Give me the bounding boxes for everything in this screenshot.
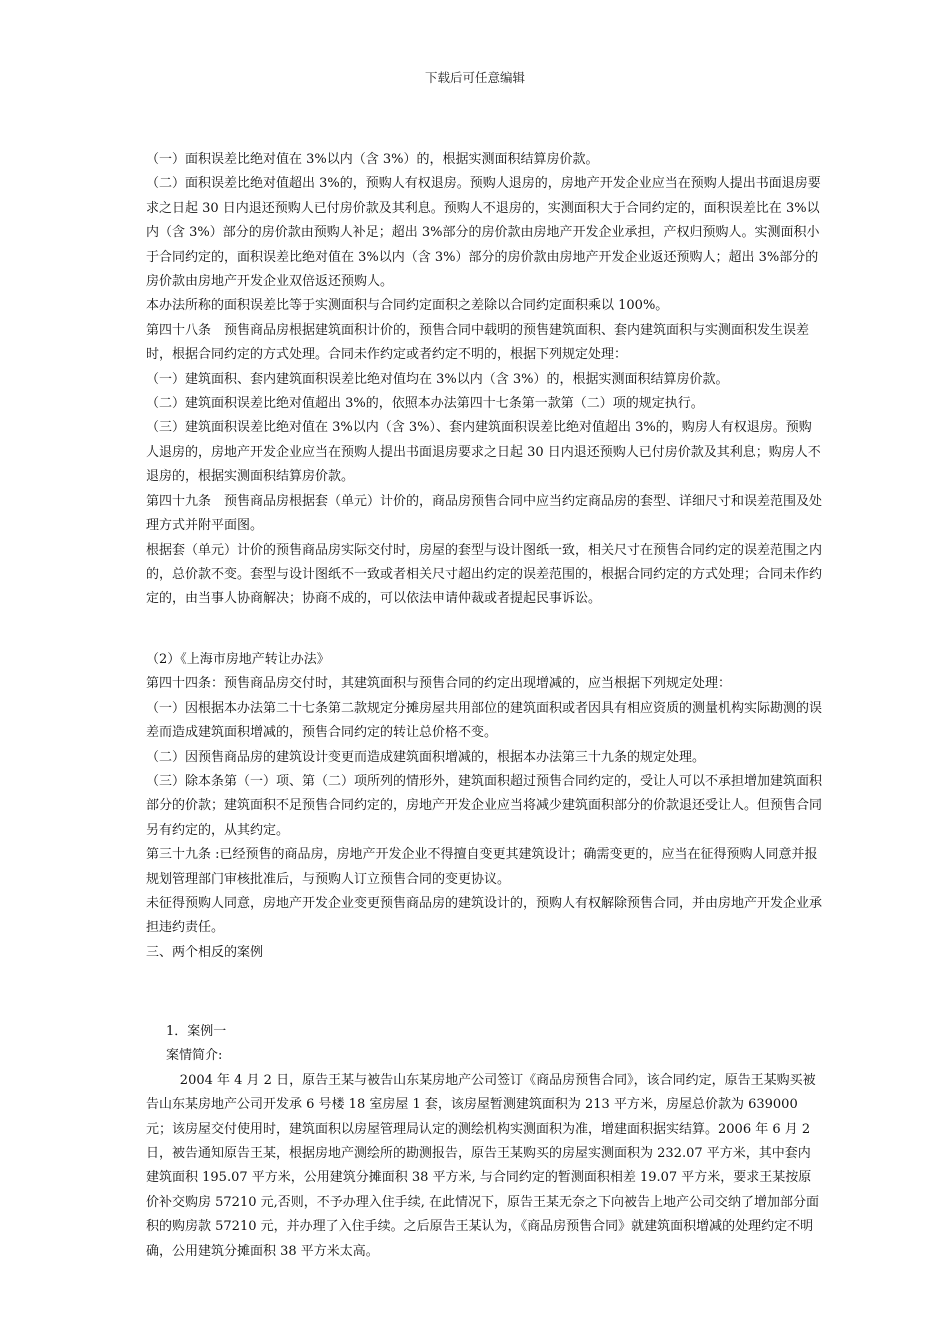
- paragraph: （三）除本条第（一）项、第（二）项所列的情形外，建筑面积超过预售合同约定的，受让人可以不承担增加建筑面积部分的价款；建筑面积不足预售合同约定的，房地产开发企业应当将减少建筑面积部分的价款退还受让人。但预售合同另有约定的，从其约定。: [146, 774, 823, 838]
- paragraph: （一）建筑面积、套内建筑面积误差比绝对值均在 3%以内（含 3%）的，根据实测面积结算房价款。: [146, 371, 729, 387]
- paragraph: （二）建筑面积误差比绝对值超出 3%的，依照本办法第四十七条第一款第（二）项的规定执行。: [146, 396, 704, 412]
- paragraph: 第四十八条 预售商品房根据建筑面积计价的，预售合同中载明的预售建筑面积、套内建筑面积与实测面积发生误差时，根据合同约定的方式处理。合同未作约定或者约定不明的，根据下列规定处理：: [146, 322, 810, 363]
- case-title: 1．案例一: [166, 1024, 227, 1039]
- case-body: 2004 年 4 月 2 日，原告王某与被告山东某房地产公司签订《商品房预售合同》，该合同约定，原告王某购买被告山东某房地产公司开发承 6 号楼 18 室房屋 1 套，该房屋暂测建筑面积为 213 平方米，房屋总价款为 639000 元；该房屋交付使用时，建筑面积以房屋管理局认定的测绘机构实测面积为准，增建面积据实结算。2006 年 6 月 2 日，被告通知原告王某，根据房地产测绘所的勘测报告，原告王某购买的房屋实测面积为 232.07 平方米，其中套内建筑面积 195.07 平方米，公用建筑分摊面积 38 平方米, 与合同约定的暂测面积相差 19.07 平方米，要求王某按原价补交购房 57210 元,否则，不予办理入住手续, 在此情况下，原告王某无奈之下向被告上地产公司交纳了增加部分面积的购房款 57210 元，并办理了入住手续。之后原告王某认为，《商品房预售合同》就建筑面积增减的处理约定不明确，公用建筑分摊面积 38 平方米太高。: [146, 1072, 820, 1259]
- paragraph: （一）因根据本办法第二十七条第二款规定分摊房屋共用部位的建筑面积或者因具有相应资质的测量机构实际勘测的误差而造成建筑面积增减的，预售合同约定的转让总价格不变。: [146, 700, 823, 741]
- paragraph: （二）因预售商品房的建筑设计变更而造成建筑面积增减的，根据本办法第三十九条的规定处理。: [146, 749, 706, 765]
- paragraph: 第四十九条 预售商品房根据套（单元）计价的，商品房预售合同中应当约定商品房的套型、详细尺寸和误差范围及处理方式并附平面图。: [146, 493, 823, 534]
- paragraph: 本办法所称的面积误差比等于实测面积与合同约定面积之差除以合同约定面积乘以 100%。: [146, 298, 669, 314]
- section-regulations-1: [146, 148, 822, 612]
- paragraph: 第三十九条 :已经预售的商品房，房地产开发企业不得擅自变更其建筑设计；确需变更的，应当在征得预购人同意并报规划管理部门审核批准后，与预购人订立预售合同的变更协议。: [146, 847, 818, 887]
- section-shanghai-regulation: [146, 648, 822, 965]
- paragraph: 第四十四条：预售商品房交付时，其建筑面积与预售合同的约定出现增减的，应当根据下列规定处理：: [146, 676, 732, 692]
- paragraph: （一）面积误差比绝对值在 3%以内（含 3%）的，根据实测面积结算房价款。: [146, 152, 599, 167]
- page-header: 下载后可任意编辑: [424, 70, 525, 85]
- section-case-one: [146, 1020, 822, 1264]
- paragraph: 根据套（单元）计价的预售商品房实际交付时，房屋的套型与设计图纸一致，相关尺寸在预售合同约定的误差范围之内的，总价款不变。套型与设计图纸不一致或者相关尺寸超出约定的误差范围的，根据合同约定的方式处理；合同未作约定的，由当事人协商解决；协商不成的，可以依法申请仲裁或者提起民事诉讼。: [146, 542, 823, 607]
- case-intro-label: 案情简介:: [166, 1048, 223, 1064]
- paragraph: （三）建筑面积误差比绝对值在 3%以内（含 3%）、套内建筑面积误差比绝对值超出 3%的，购房人有权退房。预购人退房的，房地产开发企业应当在预购人提出书面退房要求之日起 30 日内退还预购人已付房价款及其利息；购房人不退房的，根据实测面积结算房价款。: [146, 420, 821, 485]
- paragraph: 未征得预购人同意，房地产开发企业变更预售商品房的建筑设计的，预购人有权解除预售合同，并由房地产开发企业承担违约责任。: [146, 896, 823, 936]
- regulation-title: （2）《上海市房地产转让办法》: [146, 652, 330, 667]
- section-heading: 三、两个相反的案例: [146, 944, 264, 960]
- paragraph: （二）面积误差比绝对值超出 3%的，预购人有权退房。预购人退房的，房地产开发企业应当在预购人提出书面退房要求之日起 30 日内退还预购人已付房价款及其利息。预购人不退房的，实测面积大于合同约定的，面积误差比在 3%以内（含 3%）部分的房价款由预购人补足；超出 3%部分的房价款由房地产开发企业承担，产权归预购人。实测面积小于合同约定的，面积误差比绝对值在 3%以内（含 3%）部分的房价款由房地产开发企业返还预购人；超出 3%部分的房价款由房地产开发企业双倍返还预购人。: [146, 176, 821, 290]
